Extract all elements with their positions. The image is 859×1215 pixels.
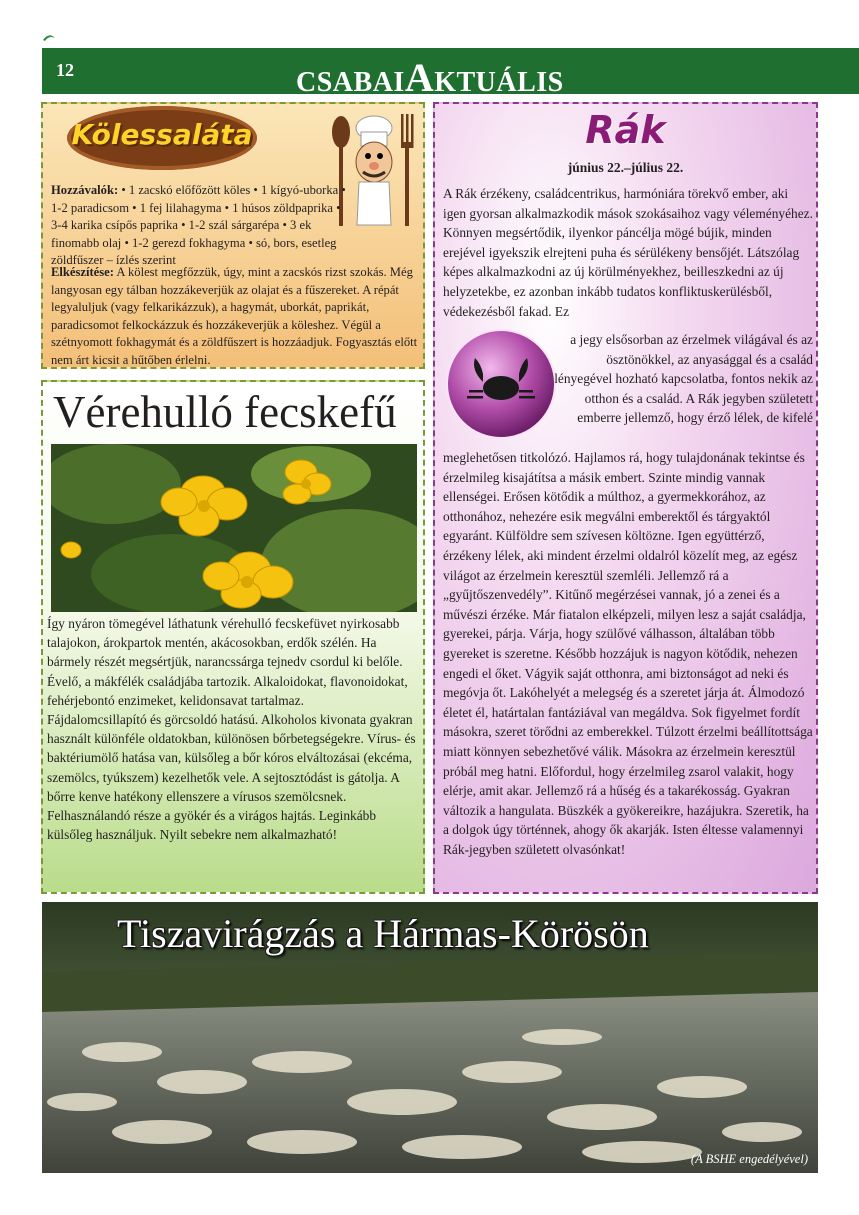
method-text: A kölest megfőzzük, úgy, mint a zacskós rizst szokás. Még langyosan egy tálban hozzákeverjük az olajat és a fűszereket. A répát legyaluljuk (vagy felkarikázzuk), a hagymát, uborkát, paprikát, paradicsomot felkockázzuk és hozzákeverjük a köleshez. Végül a szétnyomott fokhagymát és a zöldfűszert is hozzáadjuk. Fogyasztás előtt nem árt kicsit a hűtőben érlelni. xyxy=(51,265,418,367)
horoscope-intro: A Rák érzékeny, családcentrikus, harmóniára törekvő ember, aki igen gyorsan alkalmazkodik mások szokásaihoz vagy véleményéhez. Könnyen megsértődik, ilyenkor páncélja mögé bújik, minden erejével igyekszik elrejteni puha és sérülékeny bensőjét. Látszólag képes alkalmazkodni az új körülményekhez, beilleszkedni az új helyzetekbe, ez azonban inkább tudatos konfliktuskerülésből, védekezésből fakad. Ez xyxy=(443,186,813,319)
masthead-big-letter: A xyxy=(404,55,435,100)
plant-article xyxy=(41,380,425,894)
plant-paragraph: Felhasználandó része a gyökér és a virágos hajtás. Leginkább külsőleg használjuk. Nyilt sebekre nem alkalmazható! xyxy=(47,808,377,843)
recipe-title: Kölessaláta xyxy=(71,118,253,151)
celandine-photo xyxy=(51,444,417,612)
masthead xyxy=(296,54,564,101)
cancer-zodiac-icon xyxy=(443,326,559,442)
recipe-ingredients xyxy=(51,182,351,270)
ingredients-label: Hozzávalók: xyxy=(51,183,119,197)
horoscope-dates: június 22.–július 22. xyxy=(567,160,684,175)
recipe-method xyxy=(51,264,421,370)
masthead-prefix: CSABAI xyxy=(296,67,405,98)
masthead-rest: KTUÁLIS xyxy=(434,67,564,98)
photo-credit: (A BSHE engedélyével) xyxy=(690,1152,808,1166)
method-label: Elkészítése: xyxy=(51,265,114,279)
plant-paragraph: Így nyáron tömegével láthatunk vérehulló fecskefüvet nyirkosabb talajokon, árokpartok mentén, akácosokban, erdők szélén. Ha bármely részét megsértjük, narancssárga tejnedv csordul ki belőle. Évelő, a mákfélék családjába tartozik. Alkaloidokat, flavonoidokat, fehérjebontó enzimeket, kelidonsavat tartalmaz. xyxy=(47,616,408,708)
ingredients-text: • 1 zacskó előfőzött köles • 1 kígyó-uborka • 1-2 paradicsom • 1 fej lilahagyma • 1 húsos zöldpaprika • 3-4 karika csípős paprika • 1-2 szál sárgarépa • 3 ek finomabb olaj • 1-2 gerezd fokhagyma • só, bors, esetleg zöldfűszer – ízlés szerint xyxy=(51,183,346,268)
banner-title: Tiszavirágzás a Hármas-Körösön xyxy=(117,911,649,956)
horoscope-beside-sign: a jegy elsősorban az érzelmek világával és az ösztönökkel, az anyasággal és a család lényegével hozható kapcsolatba, fontos nekik az otthon és a család. A Rák jegyben született emberre jellemző, hogy érző lélek, de kifelé xyxy=(554,332,813,426)
mayfly-banner xyxy=(42,902,818,1173)
publication-logo-icon xyxy=(42,34,56,44)
horoscope-box xyxy=(433,102,818,894)
plant-title: Vérehulló fecskefű xyxy=(53,387,397,437)
horoscope-title: Rák xyxy=(585,108,666,152)
page-number: 12 xyxy=(56,60,74,80)
plant-paragraph: Fájdalomcsillapító és görcsoldó hatású. Alkoholos kivonata gyakran használt különféle oldatokban, különösen bőrbetegségekre. Vírus- és baktériumölő hatása van, külsőleg a bőr kóros elváltozásai (ekcéma, szemölcs, tyúkszem) kezelhetők vele. A sejtosztódást is gátolja. A bőrre kenve hatékony ellenszere a vírusos szemölcsnek. xyxy=(47,712,416,804)
recipe-title-badge xyxy=(67,106,257,170)
recipe-box xyxy=(41,102,425,369)
plant-body xyxy=(47,614,419,844)
horoscope-body: meglehetősen titkolózó. Hajlamos rá, hogy tulajdonának tekintse és érzelmileg kisajátítsa a másik embert. Szinte mindig vannak ellenségei. Erősen kötődik a múlthoz, a gyermekkorához, az otthonához, nehezére esik megválni emberektől és tárgyaktól egyaránt. Külföldre sem szívesen költözne. Igen együttérző, érzékeny lélek, aki mindent érzelmi oldalról közelít meg, az egész világot az érzelmein keresztül szemléli. Jellemző rá a „gyűjtőszenvedély”. Kitűnő megérzései vannak, jó a zenei és a művészi érzéke. Már fiatalon elképzeli, milyen lesz a saját családja, gyerekei, párja. Várja, hogy szülővé válhasson, általában több gyereket is szeretne. Később hozzájuk is nagyon kötődik, nehezen engedi el őket. Vágyik saját otthonra, ami biztonságot ad neki és megóvja őt. Lakóhelyét a melegség és a szeretet járja át. Álmodozó életet él, határtalan fantáziával van megáldva. Sok figyelmet fordít másokra, szeret törődni az emberekkel. Túlzott érzelmi beállítottsága miatt könnyen sebezhetővé válik. Másokra az érzelmein keresztül próbál meg hatni. Előfordul, hogy érzelmileg zsarol valakit, hogy elérje, amit akar. Jellemző rá a hűség és a takarékosság. Gyakran változik a hangulata. Büszkék a gyökereikre, hazájukra. Szeretik, ha a dolgok úgy történnek, ahogy ők akarják. Isten éltesse valamennyi Rák-jegyben született olvasónkat! xyxy=(443,450,813,857)
